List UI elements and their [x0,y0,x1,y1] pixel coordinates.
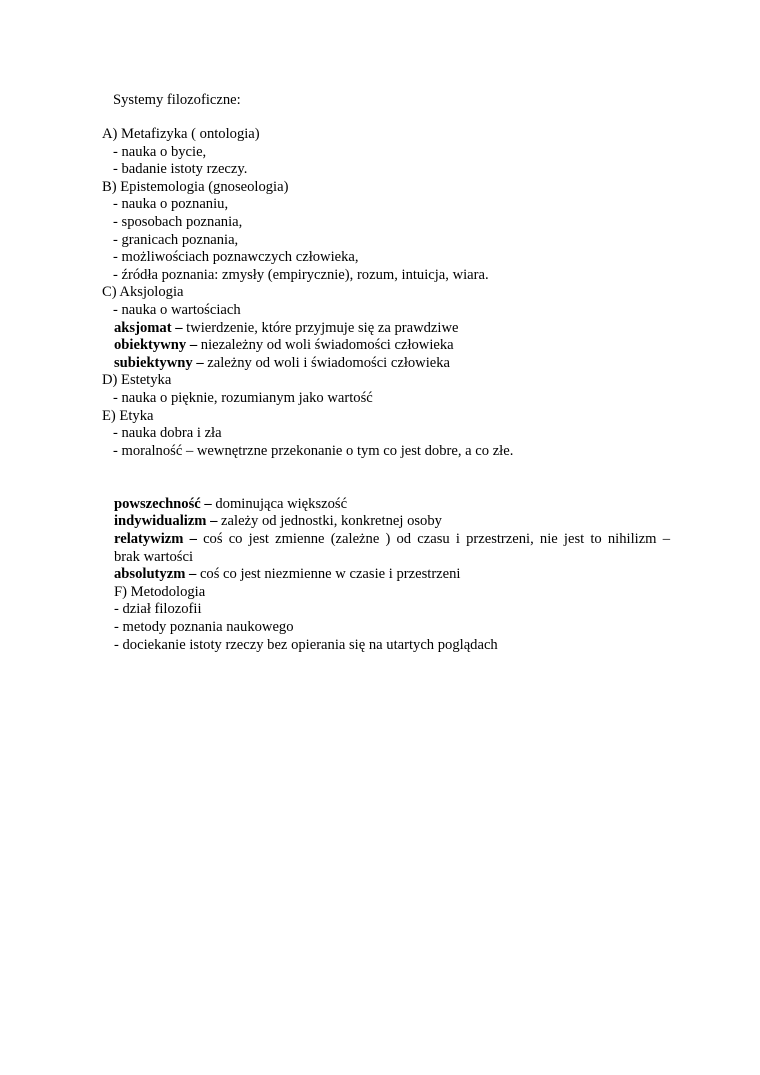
term-text: zależy od jednostki, konkretnej osoby [217,513,442,529]
list-item: - nauka dobra i zła [113,425,222,441]
definition-term: obiektywny – [114,337,198,353]
section-f-heading: F) Metodologia [114,584,206,600]
list-item: - badanie istoty rzeczy. [113,161,248,177]
section-d-heading: D) Estetyka [102,372,172,388]
term-label: indywidualizm – [114,513,218,529]
term-text: coś co jest zmienne (zależne ) od czasu i przestrzeni, nie jest to nihilizm – [196,531,670,547]
definition-aksjomat [114,320,458,338]
term-relatywizm-continuation: brak wartości [114,549,194,565]
definition-term: aksjomat – [114,320,183,336]
term-powszechnosc [114,496,347,514]
term-text: dominująca większość [211,496,348,512]
list-item: - sposobach poznania, [113,214,243,230]
section-c-heading: C) Aksjologia [102,284,184,300]
term-relatywizm [114,531,670,549]
definition-text: niezależny od woli świadomości człowieka [197,337,454,353]
section-b-heading: B) Epistemologia (gnoseologia) [102,179,289,195]
document-title: Systemy filozoficzne: [113,92,241,108]
definition-text: zależny od woli i świadomości człowieka [203,355,451,371]
list-item: - nauka o bycie, [113,144,207,160]
list-item: - nauka o wartościach [113,302,241,318]
list-item: - nauka o pięknie, rozumianym jako wartość [113,390,373,406]
definition-term: subiektywny – [114,355,204,371]
list-item: - dział filozofii [114,601,202,617]
list-item: - moralność – wewnętrzne przekonanie o tym co jest dobre, a co złe. [113,443,514,459]
definition-subiektywny [114,355,450,373]
definition-text: twierdzenie, które przyjmuje się za prawdziwe [182,320,459,336]
section-a-heading: A) Metafizyka ( ontologia) [102,126,260,142]
list-item: - metody poznania naukowego [114,619,294,635]
list-item: - nauka o poznaniu, [113,196,229,212]
term-indywidualizm [114,513,442,531]
definition-obiektywny [114,337,454,355]
term-text: coś co jest niezmienne w czasie i przestrzeni [196,566,461,582]
list-item: - dociekanie istoty rzeczy bez opierania się na utartych poglądach [114,637,498,653]
term-label: relatywizm – [114,531,197,547]
list-item: - możliwościach poznawczych człowieka, [113,249,359,265]
term-label: powszechność – [114,496,212,512]
list-item: - źródła poznania: zmysły (empirycznie), rozum, intuicja, wiara. [113,267,489,283]
section-e-heading: E) Etyka [102,408,154,424]
list-item: - granicach poznania, [113,232,239,248]
term-absolutyzm [114,566,461,584]
term-label: absolutyzm – [114,566,197,582]
